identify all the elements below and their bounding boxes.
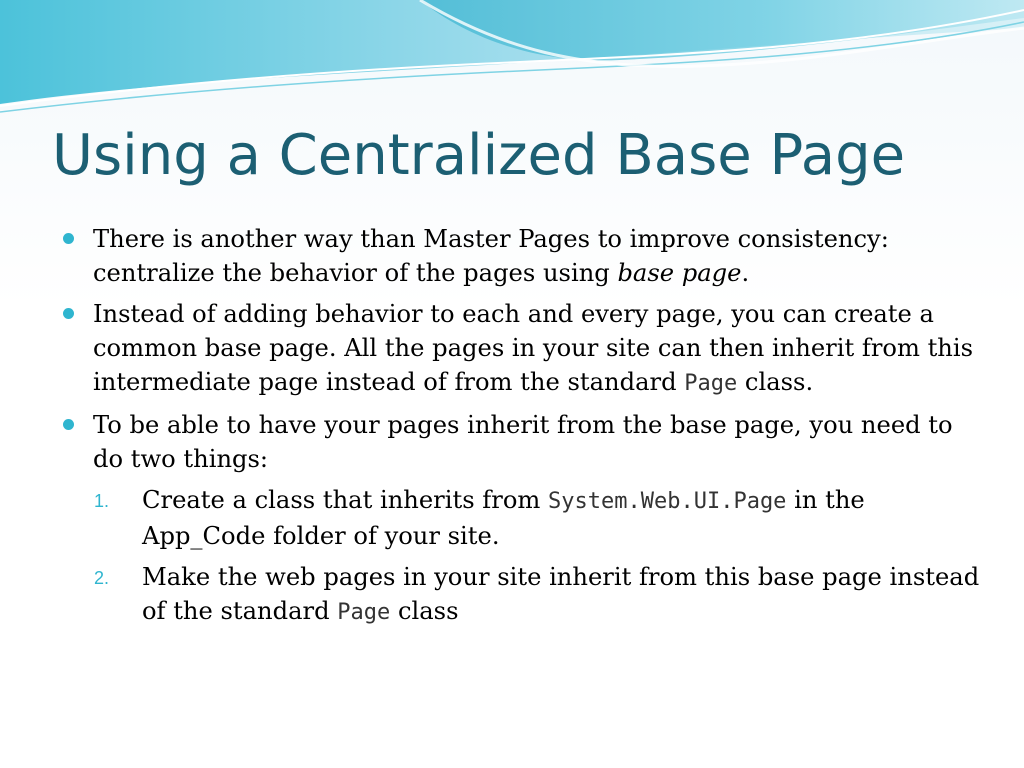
bullet-emphasis: base page xyxy=(617,259,742,287)
item-text-end: in the App_Code folder of your site. xyxy=(142,486,865,550)
bullet-text: There is another way than Master Pages to improve consistency: centralize the behavior of the pages using xyxy=(93,225,889,287)
bullet-text: To be able to have your pages inherit from the base page, you need to do two things: xyxy=(93,411,953,473)
bullet-item xyxy=(60,297,980,401)
item-text: Make the web pages in your site inherit from this base page instead of the standard xyxy=(142,563,980,625)
slide-title: Using a Centralized Base Page xyxy=(52,123,906,188)
bullet-item xyxy=(60,408,980,476)
bullet-text-end: class. xyxy=(737,368,814,396)
bullet-icon xyxy=(63,419,74,430)
bullet-icon xyxy=(63,233,74,244)
bullet-item xyxy=(60,222,980,290)
bullet-text-end: . xyxy=(741,259,750,287)
bullet-code: Page xyxy=(684,371,738,396)
numbered-item xyxy=(60,483,980,553)
item-number: 2. xyxy=(94,568,110,588)
bullet-icon xyxy=(63,308,74,319)
item-number: 1. xyxy=(94,491,110,511)
item-text: Create a class that inherits from xyxy=(142,486,549,514)
numbered-item xyxy=(60,560,980,630)
header-wave-decoration xyxy=(0,0,1024,120)
item-code: Page xyxy=(337,600,391,625)
item-text-end: class xyxy=(390,597,459,625)
item-code: System.Web.UI.Page xyxy=(548,489,787,514)
bullet-text: Instead of adding behavior to each and every page, you can create a common base page. All the pages in your site can then inherit from this intermediate page instead of from the standard xyxy=(93,300,974,396)
slide-content xyxy=(60,222,980,637)
